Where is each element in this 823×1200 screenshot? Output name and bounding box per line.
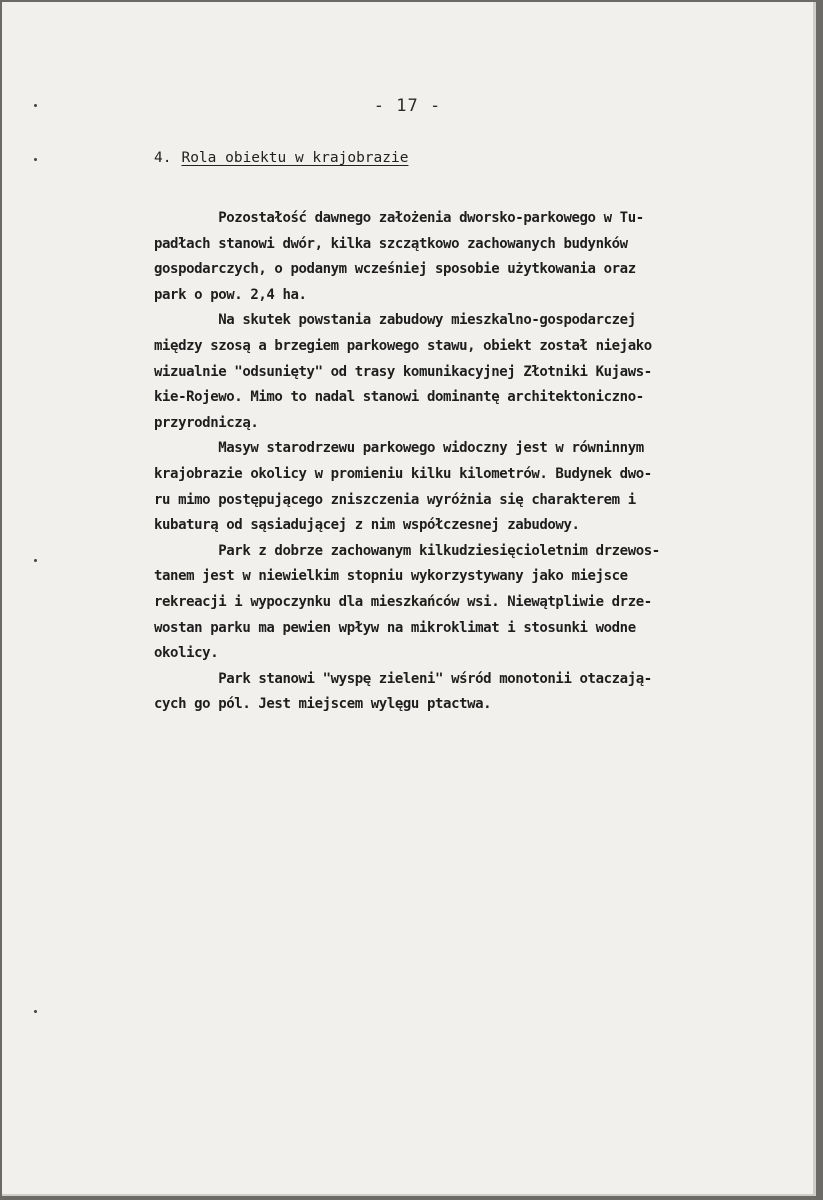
- text-line: Masyw starodrzewu parkowego widoczny jest w równinnym: [154, 440, 644, 457]
- text-line: Park z dobrze zachowanym kilkudziesięcioletnim drzewos-: [154, 542, 660, 559]
- section-title: Rola obiektu w krajobrazie: [181, 150, 409, 166]
- text-line: padłach stanowi dwór, kilka szczątkowo zachowanych budynków: [154, 235, 628, 252]
- text-line: kie-Rojewo. Mimo to nadal stanowi dominantę architektoniczno-: [154, 389, 644, 406]
- text-line: między szosą a brzegiem parkowego stawu, obiekt został niejako: [154, 337, 652, 354]
- text-line: rekreacji i wypoczynku dla mieszkańców wsi. Niewątpliwie drze-: [154, 593, 652, 610]
- text-line: wostan parku ma pewien wpływ na mikroklimat i stosunki wodne: [154, 619, 636, 636]
- text-line: tanem jest w niewielkim stopniu wykorzystywany jako miejsce: [154, 568, 628, 585]
- margin-dot: [34, 559, 37, 562]
- text-line: park o pow. 2,4 ha.: [154, 286, 307, 303]
- page-number: - 17 -: [373, 96, 442, 116]
- section-number: 4.: [154, 150, 172, 166]
- text-line: cych go pól. Jest miejscem wylęgu ptactwa.: [154, 696, 492, 713]
- text-line: krajobrazie okolicy w promieniu kilku kilometrów. Budynek dwo-: [154, 465, 652, 482]
- text-line: Pozostałość dawnego założenia dworsko-parkowego w Tu-: [154, 210, 644, 226]
- body-text: [154, 206, 764, 718]
- section-heading: [154, 150, 408, 166]
- text-line: ru mimo postępującego zniszczenia wyróżnia się charakterem i: [154, 491, 636, 508]
- text-line: kubaturą od sąsiadującej z nim współczesnej zabudowy.: [154, 517, 580, 534]
- margin-dot: [34, 1010, 37, 1013]
- text-line: gospodarczych, o podanym wcześniej sposobie użytkowania oraz: [154, 261, 636, 278]
- text-line: okolicy.: [154, 645, 219, 662]
- text-line: Park stanowi "wyspę zieleni" wśród monotonii otaczają-: [154, 670, 652, 687]
- margin-dot: [34, 158, 37, 161]
- text-line: wizualnie "odsunięty" od trasy komunikacyjnej Złotniki Kujaws-: [154, 363, 652, 380]
- document-page: [2, 2, 816, 1196]
- text-line: Na skutek powstania zabudowy mieszkalno-gospodarczej: [154, 312, 636, 329]
- text-line: przyrodniczą.: [154, 414, 259, 431]
